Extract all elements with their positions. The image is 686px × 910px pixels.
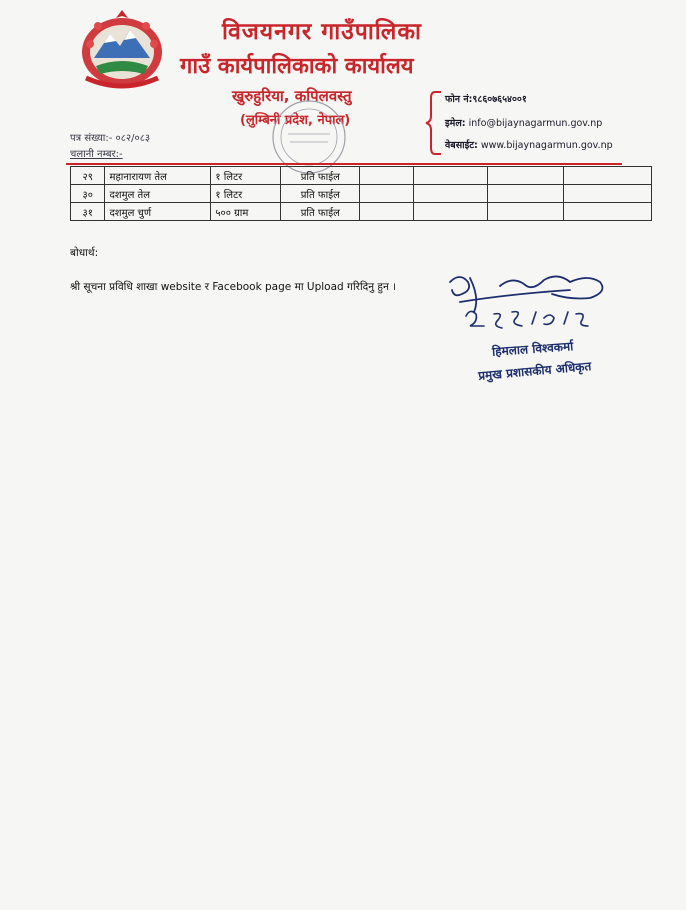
address-line-1: खुरुहुरिया, कपिलवस्तु (232, 87, 352, 105)
empty-cell (564, 167, 652, 185)
table-row (71, 185, 652, 203)
empty-cell (360, 203, 414, 221)
row-number: ३० (71, 185, 105, 203)
item-unit: प्रति फाईल (281, 167, 360, 185)
item-quantity: १ लिटर (211, 167, 281, 185)
row-number: ३१ (71, 203, 105, 221)
signatory-title: प्रमुख प्रशासकीय अधिकृत (477, 359, 592, 383)
empty-cell (360, 167, 414, 185)
item-name: दशमुल चुर्ण (105, 203, 211, 221)
office-subtitle: गाउँ कार्यपालिकाको कार्यालय (180, 54, 414, 79)
contact-email[interactable]: info@bijaynagarmun.gov.np (468, 118, 603, 129)
empty-cell (413, 203, 487, 221)
item-quantity: १ लिटर (211, 185, 281, 203)
empty-cell (564, 203, 652, 221)
empty-cell (488, 185, 564, 203)
empty-cell (413, 185, 487, 203)
contact-email-row (445, 116, 602, 129)
row-number: २९ (71, 167, 105, 185)
item-name: दशमुल तेल (105, 185, 211, 203)
empty-cell (413, 167, 487, 185)
contact-email-label: इमेल: (445, 118, 466, 129)
table-row (71, 203, 652, 221)
signatory-name: हिमलाल विश्वकर्मा (491, 339, 574, 359)
contact-website[interactable]: www.bijaynagarmun.gov.np (480, 140, 613, 151)
bodhartha-label: बोधार्थ: (70, 247, 99, 259)
office-name: विजयनगर गाउँपालिका (222, 19, 422, 45)
empty-cell (360, 185, 414, 203)
chalani-number: चलानी नम्बर:- (70, 149, 123, 160)
contact-phone: फोन नं:९८६०७६५४००१ (445, 94, 527, 105)
empty-cell (564, 185, 652, 203)
header-divider (66, 163, 622, 165)
empty-cell (488, 203, 564, 221)
item-quantity: ५०० ग्राम (211, 203, 281, 221)
item-unit: प्रति फाईल (281, 203, 360, 221)
item-name: महानारायण तेल (105, 167, 211, 185)
contact-website-row (445, 138, 613, 151)
empty-cell (488, 167, 564, 185)
items-table (70, 166, 652, 221)
patra-sankhya: पत्र संख्या:- ०८२/०८३ (70, 133, 151, 144)
signature-icon (440, 268, 620, 348)
contact-website-label: वेबसाईट: (445, 140, 478, 151)
item-unit: प्रति फाईल (281, 185, 360, 203)
contact-block (425, 88, 665, 158)
instruction-text: श्री सूचना प्रविधि शाखा website र Facebook page मा Upload गरिदिनु हुन । (70, 281, 397, 293)
table-row (71, 167, 652, 185)
brace-icon (425, 88, 443, 158)
address-line-2: (लुम्बिनी प्रदेश, नेपाल) (240, 113, 351, 128)
nepal-emblem-icon (74, 8, 170, 92)
